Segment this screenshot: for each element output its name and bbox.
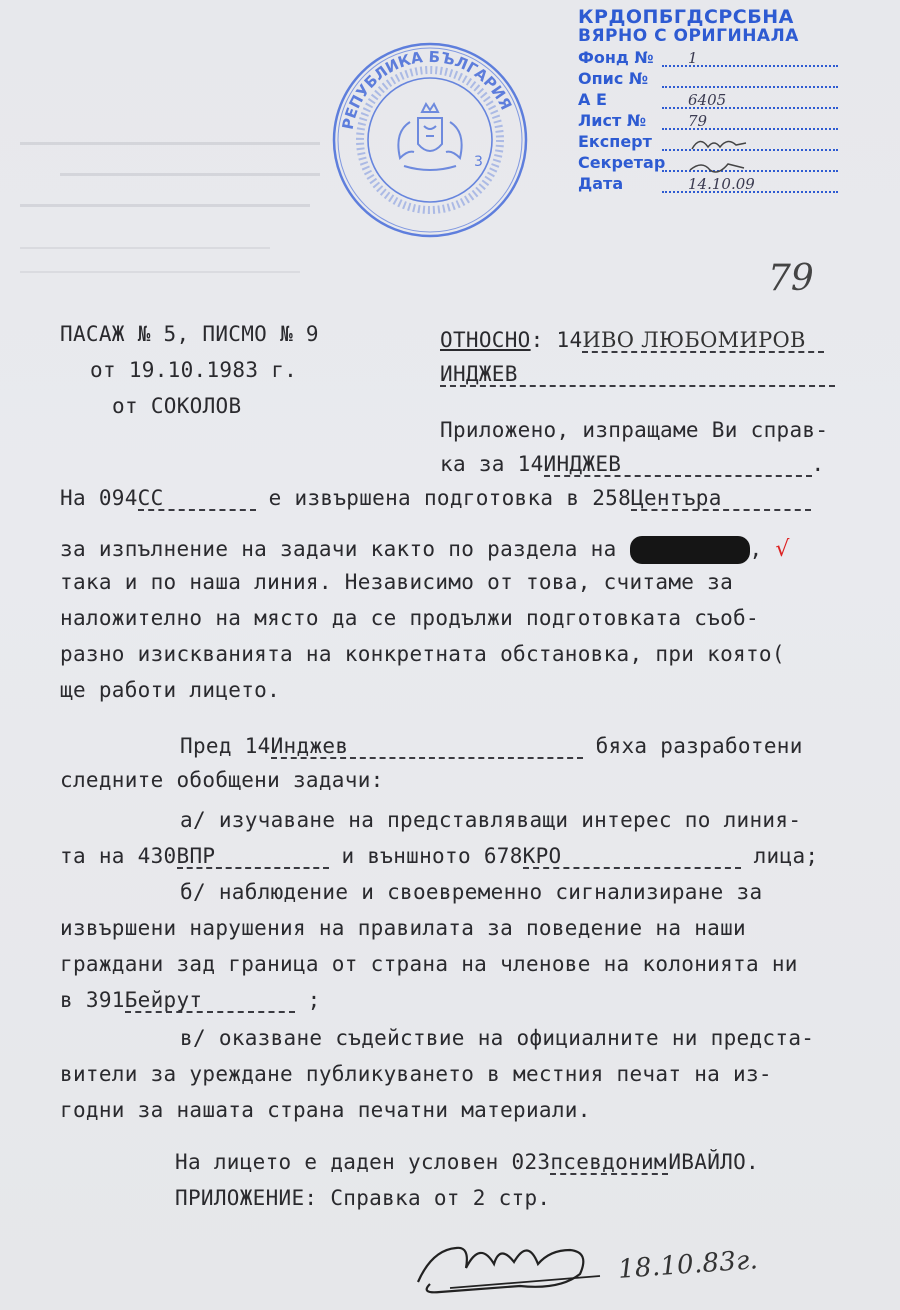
attached-line-1: Приложено, изпращаме Ви справ- bbox=[440, 418, 829, 442]
body-line-3: така и по наша линия. Независимо от това, считаме за bbox=[60, 570, 734, 594]
task-a-line-2: та на 430ВПР и външното 678КРО лица; bbox=[60, 844, 819, 868]
redaction-mark bbox=[630, 536, 750, 564]
handwritten-signature-icon bbox=[410, 1230, 610, 1300]
task-b-line-1: б/ наблюдение и своевременно сигнализиране за bbox=[180, 880, 763, 904]
tasks-intro-line-2: следните обобщени задачи: bbox=[60, 768, 384, 792]
body-line-4: наложително на място да се продължи подготовката съоб- bbox=[60, 606, 759, 630]
secretary-signature-icon bbox=[688, 158, 748, 176]
stamp-row-ae: А Е 6405 bbox=[578, 88, 838, 109]
handwritten-page-number: 79 bbox=[768, 258, 814, 299]
signature-date: 18.10.83г. bbox=[617, 1245, 760, 1285]
expert-signature-icon bbox=[690, 135, 750, 153]
seal-text: РЕПУБЛИКА БЪЛГАРИЯ bbox=[338, 47, 516, 131]
regarding-name-line: ИНДЖЕВ bbox=[440, 362, 835, 387]
body-line-2: за изпълнение на задачи както по раздела на , √ bbox=[60, 537, 790, 562]
red-check-icon: √ bbox=[775, 537, 790, 562]
body-line-1: На 094СС е извършена подготовка в 258Центъра bbox=[60, 486, 811, 511]
archive-stamp bbox=[578, 6, 838, 193]
regarding-line: ОТНОСНО: 14ИВО ЛЮБОМИРОВ bbox=[440, 328, 824, 353]
tasks-intro-line: Пред 14Инджев бяха разработени bbox=[180, 734, 803, 758]
letter-date: от 19.10.1983 г. bbox=[90, 358, 298, 382]
seal-number: 3 bbox=[474, 154, 483, 170]
stamp-row-secretary: Секретар bbox=[578, 151, 838, 172]
stamp-row-expert: Експерт bbox=[578, 130, 838, 151]
task-v-line-3: годни за нашата страна печатни материали. bbox=[60, 1098, 591, 1122]
stamp-row-list: Лист № 79 bbox=[578, 109, 838, 130]
bleed-through-text bbox=[20, 120, 350, 290]
task-v-line-1: в/ оказване съдействие на официалните ни предста- bbox=[180, 1026, 815, 1050]
stamp-row-date: Дата 14.10.09 bbox=[578, 172, 838, 193]
alias-line: На лицето е даден условен 023псевдонимИВАЙЛО. bbox=[175, 1150, 759, 1174]
attachment-line: ПРИЛОЖЕНИЕ: Справка от 2 стр. bbox=[175, 1186, 551, 1210]
republic-seal-icon bbox=[330, 40, 530, 240]
stamp-title: КРДОПБГДСРСБНА bbox=[578, 6, 794, 28]
passage-heading: ПАСАЖ № 5, ПИСМО № 9 bbox=[60, 322, 319, 346]
stamp-row-fond: Фонд № 1 bbox=[578, 46, 838, 67]
attached-line-2: ка за 14ИНДЖЕВ . bbox=[440, 452, 825, 476]
letter-author: от СОКОЛОВ bbox=[112, 394, 242, 418]
task-v-line-2: вители за уреждане публикуването в местния печат на из- bbox=[60, 1062, 772, 1086]
task-b-line-2: извършени нарушения на правилата за поведение на наши bbox=[60, 916, 746, 940]
task-b-line-4: в 391Бейрут ; bbox=[60, 988, 321, 1012]
task-b-line-3: граждани зад граница от страна на членове на колонията ни bbox=[60, 952, 798, 976]
task-a-line-1: а/ изучаване на представляващи интерес по линия- bbox=[180, 808, 802, 832]
body-line-6: ще работи лицето. bbox=[60, 678, 281, 702]
body-line-5: разно изискванията на конкретната обстановка, при която( bbox=[60, 642, 785, 666]
stamp-subtitle: ВЯРНО С ОРИГИНАЛА bbox=[578, 26, 799, 46]
stamp-row-opis: Опис № bbox=[578, 67, 838, 88]
